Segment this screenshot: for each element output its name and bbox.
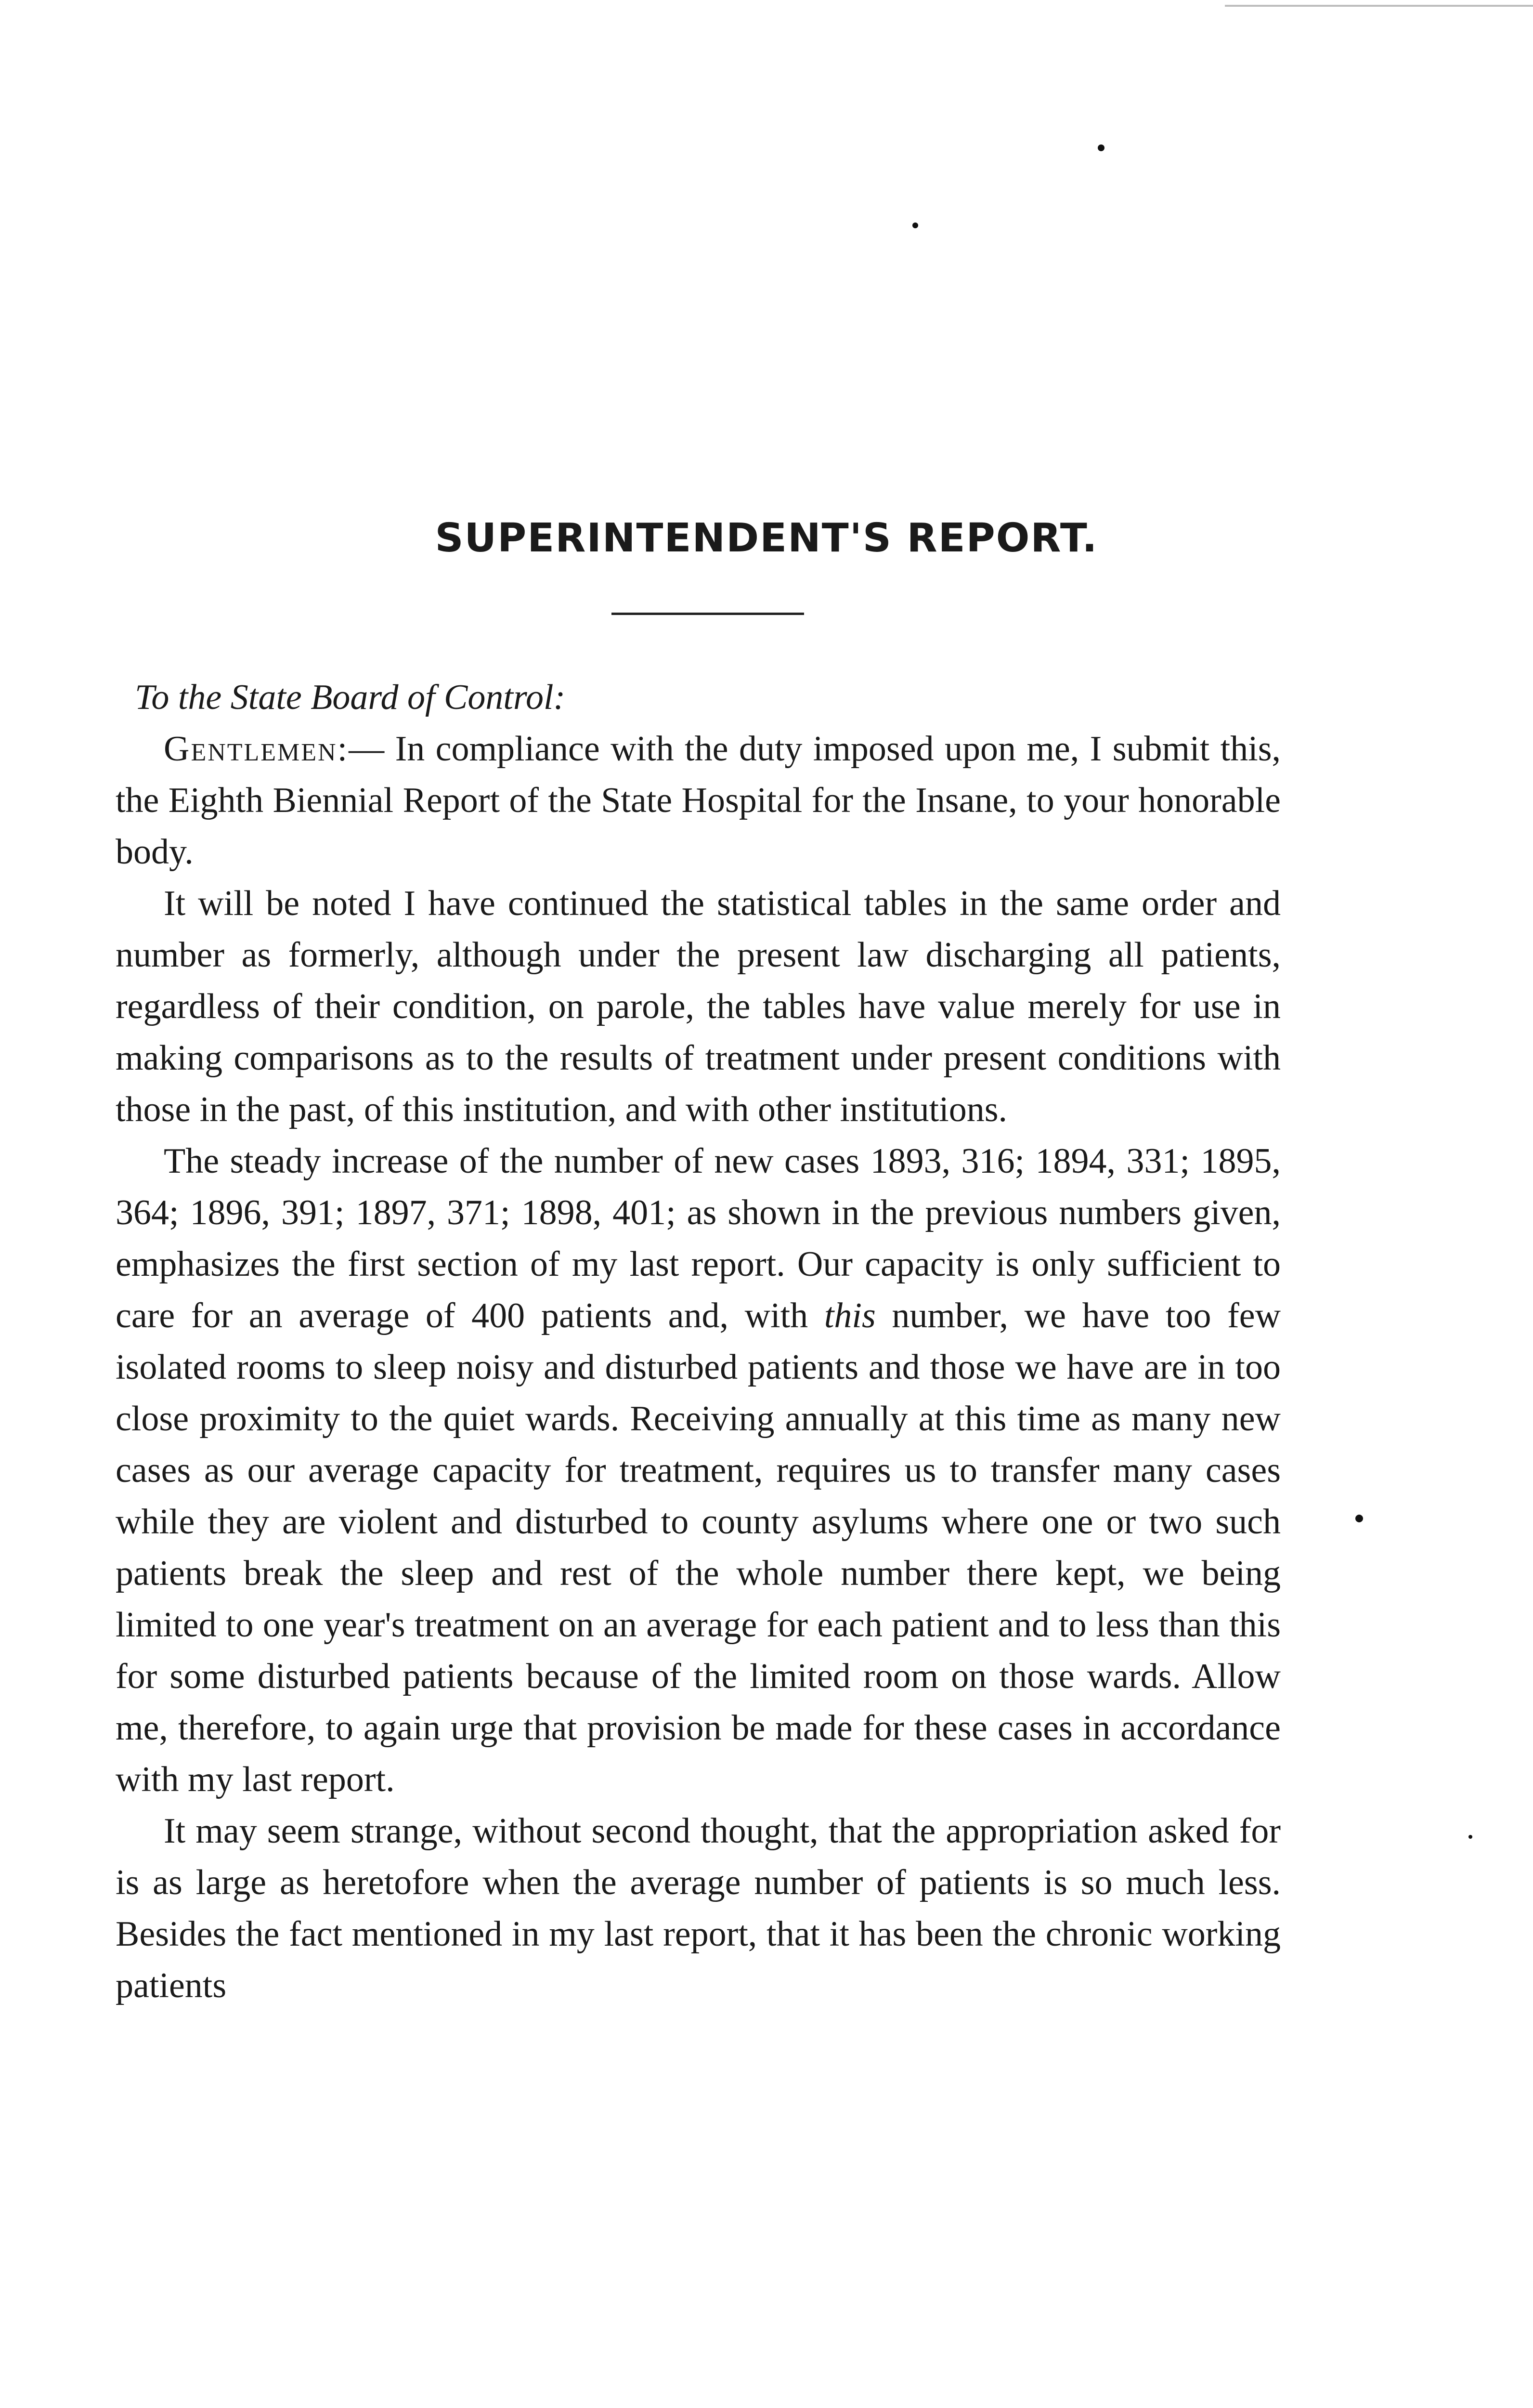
capacity-emphasis: this	[824, 1296, 876, 1335]
greeting-lead: Gentlemen:	[164, 729, 349, 769]
report-body	[116, 672, 1281, 2012]
appropriation-paragraph: It may seem strange, without second thought, that the appropriation asked for is as large as heretofore when the average number of patients is so much less. Besides the fact mentioned in my last report, that it has been the chronic working patients	[116, 1811, 1281, 2005]
ink-speck	[1355, 1515, 1363, 1522]
capacity-text-before: The steady increase of the number of new cases 1893, 316; 1894, 331; 1895, 364; 1896, 391; 1897, 371; 1898, 401; as shown in the previous numbers given, emphasizes the first section of my last report. Our capacity is only sufficient to care for an average of 400 patients and, with	[116, 1141, 1281, 1335]
ink-speck	[1098, 144, 1104, 151]
title-underline-rule	[611, 613, 804, 615]
capacity-text-after: number, we have too few isolated rooms to sleep noisy and disturbed patients and those we have are in too close proximity to the quiet wards. Receiving annually at this time as many new cases as our average capacity for treatment, requires us to transfer many cases while they are violent and disturbed to county asylums where one or two such patients break the sleep and rest of the whole number there kept, we being limited to one year's treatment on an average for each patient and to less than this for some disturbed patients because of the limited room on those wards. Allow me, therefore, to again urge that provision be made for these cases in accordance with my last report.	[116, 1296, 1281, 1799]
statistics-paragraph: It will be noted I have continued the statistical tables in the same order and number as formerly, although under the present law discharging all patients, regardless of their condition, on parole, the tables have value merely for use in making comparisons as to the results of treatment under present conditions with those in the past, of this institution, and with other institutions.	[116, 884, 1281, 1129]
capacity-paragraph	[116, 1136, 1281, 1806]
salutation: To the State Board of Control:	[135, 678, 566, 717]
opening-text: — In compliance with the duty imposed upon me, I submit this, the Eighth Biennial Report of the State Hospital for the Insane, to your honorable body.	[116, 729, 1281, 872]
ink-speck	[1468, 1835, 1472, 1839]
top-edge-rule	[1225, 5, 1533, 7]
ink-speck	[912, 222, 918, 228]
report-title: SUPERINTENDENT'S REPORT.	[435, 515, 1098, 561]
opening-paragraph	[116, 723, 1281, 878]
